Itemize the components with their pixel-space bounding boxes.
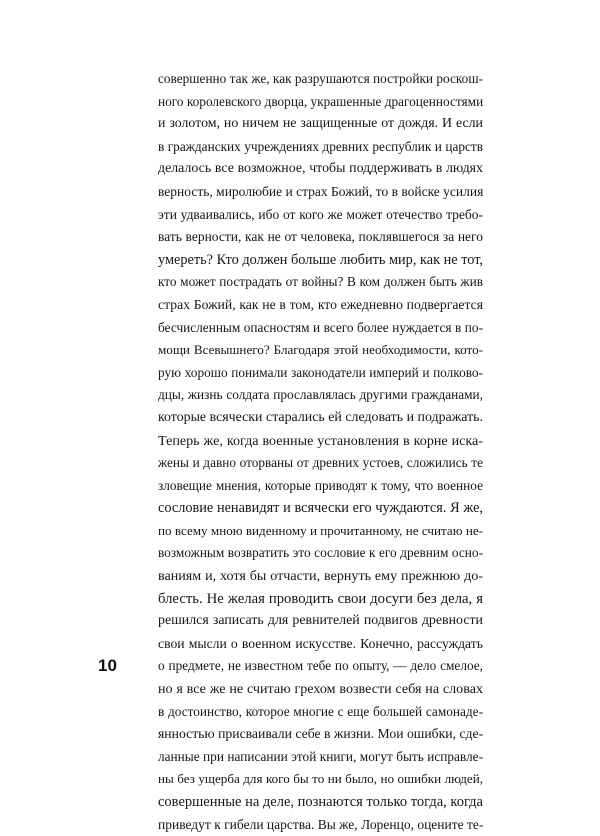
text-line: свои мысли о военном искусстве. Конечно, рассуждать: [158, 635, 483, 651]
text-line: блесть. Не желая проводить свои досуги без дела, я: [158, 590, 483, 607]
text-line: бесчисленным опасностям и всего более нуждается в по-: [158, 319, 483, 335]
text-line: по всему мною виденному и прочитанному, не считаю не-: [158, 522, 483, 538]
page-number: 10: [98, 656, 117, 675]
text-line: ны без ущерба для кого бы то ни было, но ошибки людей,: [158, 771, 483, 787]
text-line: решился записать для ревнителей подвигов древности: [158, 613, 483, 629]
text-line: совершенные на деле, познаются только тогда, когда: [158, 794, 483, 810]
text-line: зловещие мнения, которые приводят к тому, что военное: [158, 477, 483, 493]
text-line: страх Божий, как не в том, кто ежедневно подвергается: [158, 296, 483, 312]
text-line: мощи Всевышнего? Благодаря этой необходимости, кото-: [158, 342, 483, 358]
text-line: жены и давно оторваны от древних устоев, сложились те: [158, 455, 483, 471]
text-line: и золотом, но ничем не защищенные от дождя. И если: [158, 116, 483, 132]
text-line: о предмете, не известном тебе по опыту, — дело смелое,: [158, 658, 483, 674]
text-line: возможным возвратить это сословие к его древним осно-: [158, 545, 483, 561]
text-line: совершенно так же, как разрушаются постройки роскош-: [158, 71, 483, 86]
text-line: ваниям и, хотя бы отчасти, вернуть ему прежнюю до-: [158, 568, 483, 585]
text-line: рую хорошо понимали законодатели империй и полково-: [158, 364, 483, 380]
text-line: эти удваивались, ибо от кого же может отечество требо-: [158, 206, 483, 222]
text-line: умереть? Кто должен больше любить мир, как не тот,: [158, 251, 483, 268]
text-line: дцы, жизнь солдата прославлялась другими гражданами,: [158, 387, 483, 403]
text-line: в гражданских учреждениях древних республик и царств: [158, 138, 483, 154]
text-line: которые всячески старались ей следовать и подражать.: [158, 409, 483, 425]
text-line: ного королевского дворца, украшенные драгоценностями: [158, 93, 484, 109]
text-line: в достоинство, которое многие с еще большей самонаде-: [158, 703, 483, 719]
text-line: янностью присваивали себе в жизни. Мои ошибки, сде-: [158, 726, 484, 742]
text-line: сословие ненавидят и всячески его чуждаются. Я же,: [158, 500, 483, 517]
text-line: Теперь же, когда военные установления в корне иска-: [158, 432, 483, 449]
text-line: но я все же не считаю грехом возвести себя на словах: [158, 681, 483, 698]
text-line: делалось все возможное, чтобы поддерживать в людях: [158, 161, 483, 177]
text-line: приведут к гибели царства. Вы же, Лоренцо, оцените те-: [158, 816, 484, 832]
text-line: ланные при написании этой книги, могут быть исправле-: [158, 748, 483, 764]
text-line: кто может пострадать от войны? В ком должен быть жив: [158, 274, 483, 290]
text-line: верность, миролюбие и страх Божий, то в войске усилия: [158, 183, 484, 199]
text-line: вать верности, как не от человека, поклявшегося за него: [158, 229, 483, 245]
body-text: [158, 68, 483, 836]
